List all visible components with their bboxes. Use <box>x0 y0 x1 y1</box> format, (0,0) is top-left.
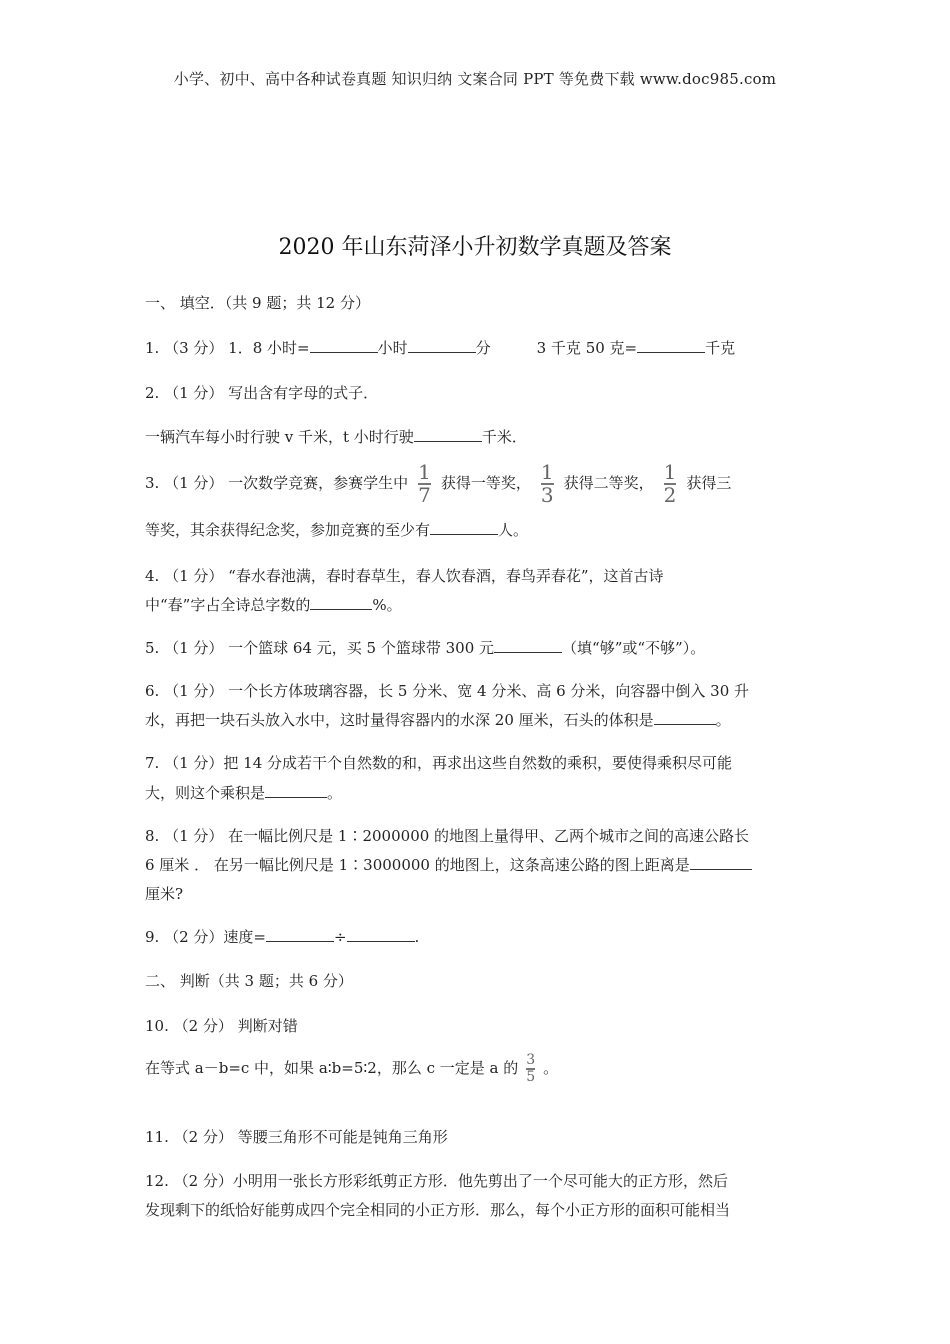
question-8-cont <box>145 854 810 875</box>
fraction-one-half: $\frac{1}{2}$ <box>663 460 677 507</box>
fraction-three-fifths: $\frac{3}{5}$ <box>526 1052 536 1085</box>
q5-text-a: 5. （1 分） 一个篮球 64 元，买 5 个篮球带 300 元 <box>145 639 495 657</box>
q3-text-e: 等奖，其余获得纪念奖，参加竞赛的至少有 <box>145 521 431 539</box>
q1-text-d: 3 千克 50 克= <box>536 339 638 357</box>
q1-text-b: 小时 <box>377 339 408 357</box>
q9-blank-time <box>347 927 415 942</box>
q8-blank <box>690 855 752 870</box>
q1-text-a: 1. （3 分） 1．8 小时= <box>145 339 310 357</box>
question-7-cont <box>145 782 810 803</box>
q3-text-f: 人。 <box>498 521 529 539</box>
q7-text-b: 大，则这个乘积是 <box>145 784 266 802</box>
question-11: 11. （2 分） 等腰三角形不可能是钝角三角形 <box>145 1128 448 1146</box>
q9-text-a: 9. （2 分）速度= <box>145 928 266 946</box>
q3-text-c: 获得二等奖， <box>563 474 654 492</box>
question-8: 8. （1 分） 在一幅比例尺是 1∶2000000 的地图上量得甲、乙两个城市之间的高速公路长 <box>145 827 750 845</box>
question-12: 12. （2 分）小明用一张长方形彩纸剪正方形．他先剪出了一个尽可能大的正方形，然后 <box>145 1172 728 1190</box>
page-title: 2020 年山东菏泽小升初数学真题及答案 <box>278 235 672 260</box>
question-9 <box>145 926 810 947</box>
q9-divide: ÷ <box>333 928 347 946</box>
fraction-one-third: $\frac{1}{3}$ <box>540 460 554 507</box>
q3-text-a: 3. （1 分） 一次数学竞赛，参赛学生中 <box>145 474 409 492</box>
question-12-cont: 发现剩下的纸恰好能剪成四个完全相同的小正方形．那么，每个小正方形的面积可能相当 <box>145 1201 731 1219</box>
question-2-body <box>145 426 810 447</box>
q10-text-c: 。 <box>543 1059 559 1077</box>
question-5 <box>145 637 810 658</box>
q1-text-c: 分 <box>475 339 491 357</box>
q6-text-c: 。 <box>715 711 731 729</box>
q3-blank <box>430 520 498 535</box>
q5-text-b: （填“够”或“不够”）。 <box>562 639 706 657</box>
question-7: 7. （1 分）把 14 分成若干个自然数的和，再求出这些自然数的乘积，要使得乘积尽可能 <box>145 754 733 772</box>
q10-text-b: 在等式 a－b=c 中，如果 a∶b=5∶2，那么 c 一定是 a 的 <box>145 1059 519 1077</box>
q2-text-c: 千米． <box>481 428 527 446</box>
q2-text-b: 一辆汽车每小时行驶 v 千米，t 小时行驶 <box>145 428 414 446</box>
question-2: 2. （1 分） 写出含有字母的式子． <box>145 384 379 402</box>
section-heading-judge: 二、 判断（共 3 题；共 6 分） <box>145 972 353 990</box>
q2-blank <box>414 427 482 442</box>
question-4-cont <box>145 594 810 615</box>
question-10: 10. （2 分） 判断对错 <box>145 1017 298 1035</box>
q6-text-b: 水，再把一块石头放入水中，这时量得容器内的水深 20 厘米，石头的体积是 <box>145 711 654 729</box>
q1-blank-hours <box>310 338 378 353</box>
q4-blank <box>310 595 372 610</box>
q1-text-e: 千克 <box>705 339 736 357</box>
q5-blank <box>494 638 562 653</box>
q4-text-b: 中“春”字占全诗总字数的 <box>145 596 311 614</box>
site-header: 小学、初中、高中各种试卷真题 知识归纳 文案合同 PPT 等免费下载 www.doc985.com <box>173 70 777 88</box>
question-3-cont <box>145 519 810 540</box>
question-6-cont <box>145 709 810 730</box>
q1-blank-minutes <box>408 338 476 353</box>
q9-blank-distance <box>266 927 334 942</box>
question-6: 6. （1 分） 一个长方体玻璃容器，长 5 分米、宽 4 分米、高 6 分米，向容器中倒入 30 升 <box>145 682 750 700</box>
question-4: 4. （1 分） “春水春池满，春时春草生，春人饮春酒，春鸟弄春花”，这首古诗 <box>145 567 664 585</box>
q9-text-c: . <box>414 928 420 946</box>
question-8-unit: 厘米? <box>145 885 184 903</box>
q7-text-c: 。 <box>327 784 343 802</box>
q3-text-d: 获得三 <box>686 474 732 492</box>
q4-text-c: %。 <box>372 596 402 614</box>
q8-text-b: 6 厘米 ． 在另一幅比例尺是 1∶3000000 的地图上，这条高速公路的图上距离是 <box>145 856 690 874</box>
q3-text-b: 获得一等奖， <box>440 474 531 492</box>
question-1 <box>145 337 810 358</box>
q6-blank <box>654 710 716 725</box>
fraction-one-seventh: $\frac{1}{7}$ <box>418 460 431 507</box>
q7-blank <box>265 783 327 798</box>
question-3 <box>145 460 810 507</box>
question-10-body <box>145 1048 810 1088</box>
section-heading-fill-blank: 一、 填空．（共 9 题；共 12 分） <box>145 294 370 312</box>
q1-blank-kg <box>637 338 705 353</box>
